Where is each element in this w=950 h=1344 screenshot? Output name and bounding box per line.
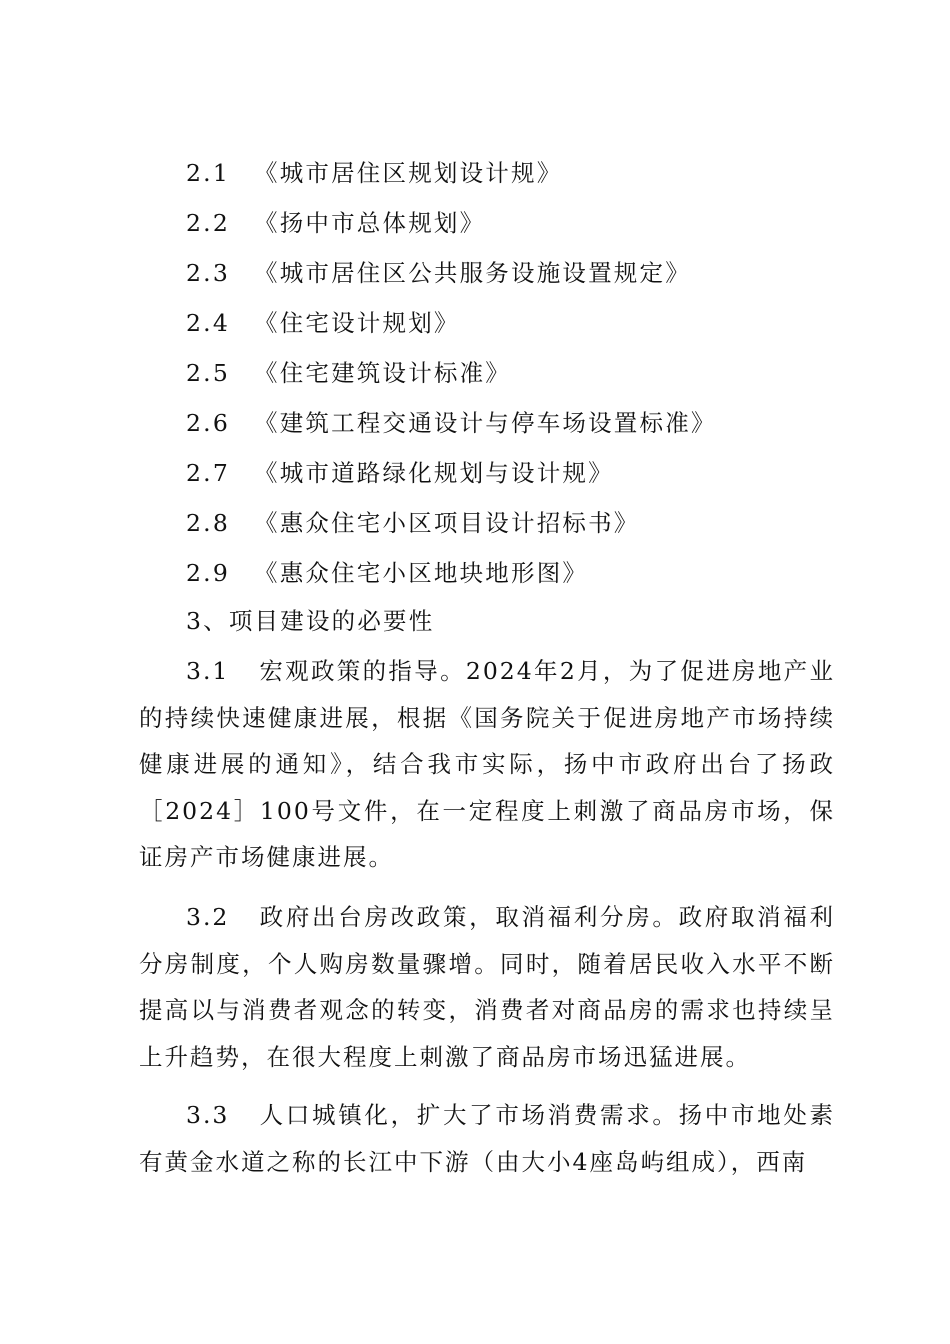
paragraph-number: 3.2 (186, 903, 230, 931)
reference-item (186, 502, 886, 552)
reference-title: 《城市居住区公共服务设施设置规定》 (254, 259, 691, 287)
body-paragraph (139, 1092, 835, 1185)
reference-title: 《住宅设计规划》 (254, 309, 460, 337)
paragraph-number: 3.1 (186, 657, 230, 685)
reference-list (186, 152, 886, 602)
reference-number: 2.3 (186, 259, 230, 287)
reference-number: 2.6 (186, 409, 230, 437)
reference-item (186, 552, 886, 602)
reference-title: 《惠众住宅小区项目设计招标书》 (254, 509, 640, 537)
paragraph-text: 政府出台房改政策，取消福利分房。政府取消福利分房制度，个人购房数量骤增。同时，随着居民收入水平不断提高以与消费者观念的转变，消费者对商品房的需求也持续呈上升趋势，在很大程度上刺激了商品房市场迅猛进展。 (139, 903, 835, 1071)
reference-item (186, 302, 886, 352)
reference-title: 《扬中市总体规划》 (254, 209, 486, 237)
reference-item (186, 402, 886, 452)
reference-number: 2.7 (186, 459, 230, 487)
body-paragraph (139, 894, 835, 1080)
reference-title: 《惠众住宅小区地块地形图》 (254, 559, 589, 587)
reference-number: 2.1 (186, 159, 230, 187)
reference-title: 《城市道路绿化规划与设计规》 (254, 459, 614, 487)
paragraph-text: 宏观政策的指导。2024年2月，为了促进房地产业的持续快速健康进展，根据《国务院关于促进房地产市场持续健康进展的通知》，结合我市实际，扬中市政府出台了扬政［2024］100号文件，在一定程度上刺激了商品房市场，保证房产市场健康进展。 (139, 657, 835, 871)
reference-item (186, 252, 886, 302)
reference-number: 2.9 (186, 559, 230, 587)
reference-item (186, 452, 886, 502)
reference-title: 《建筑工程交通设计与停车场设置标准》 (254, 409, 717, 437)
paragraph-text: 人口城镇化，扩大了市场消费需求。扬中市地处素有黄金水道之称的长江中下游（由大小4座岛屿组成），西南 (139, 1101, 835, 1176)
reference-title: 《城市居住区规划设计规》 (254, 159, 563, 187)
reference-item (186, 352, 886, 402)
reference-number: 2.2 (186, 209, 230, 237)
reference-item (186, 202, 886, 252)
reference-number: 2.8 (186, 509, 230, 537)
body-paragraph (139, 648, 835, 881)
reference-number: 2.5 (186, 359, 230, 387)
reference-item (186, 152, 886, 202)
reference-number: 2.4 (186, 309, 230, 337)
reference-title: 《住宅建筑设计标准》 (254, 359, 511, 387)
paragraph-number: 3.3 (186, 1101, 230, 1129)
section-heading: 3、项目建设的必要性 (186, 607, 435, 635)
